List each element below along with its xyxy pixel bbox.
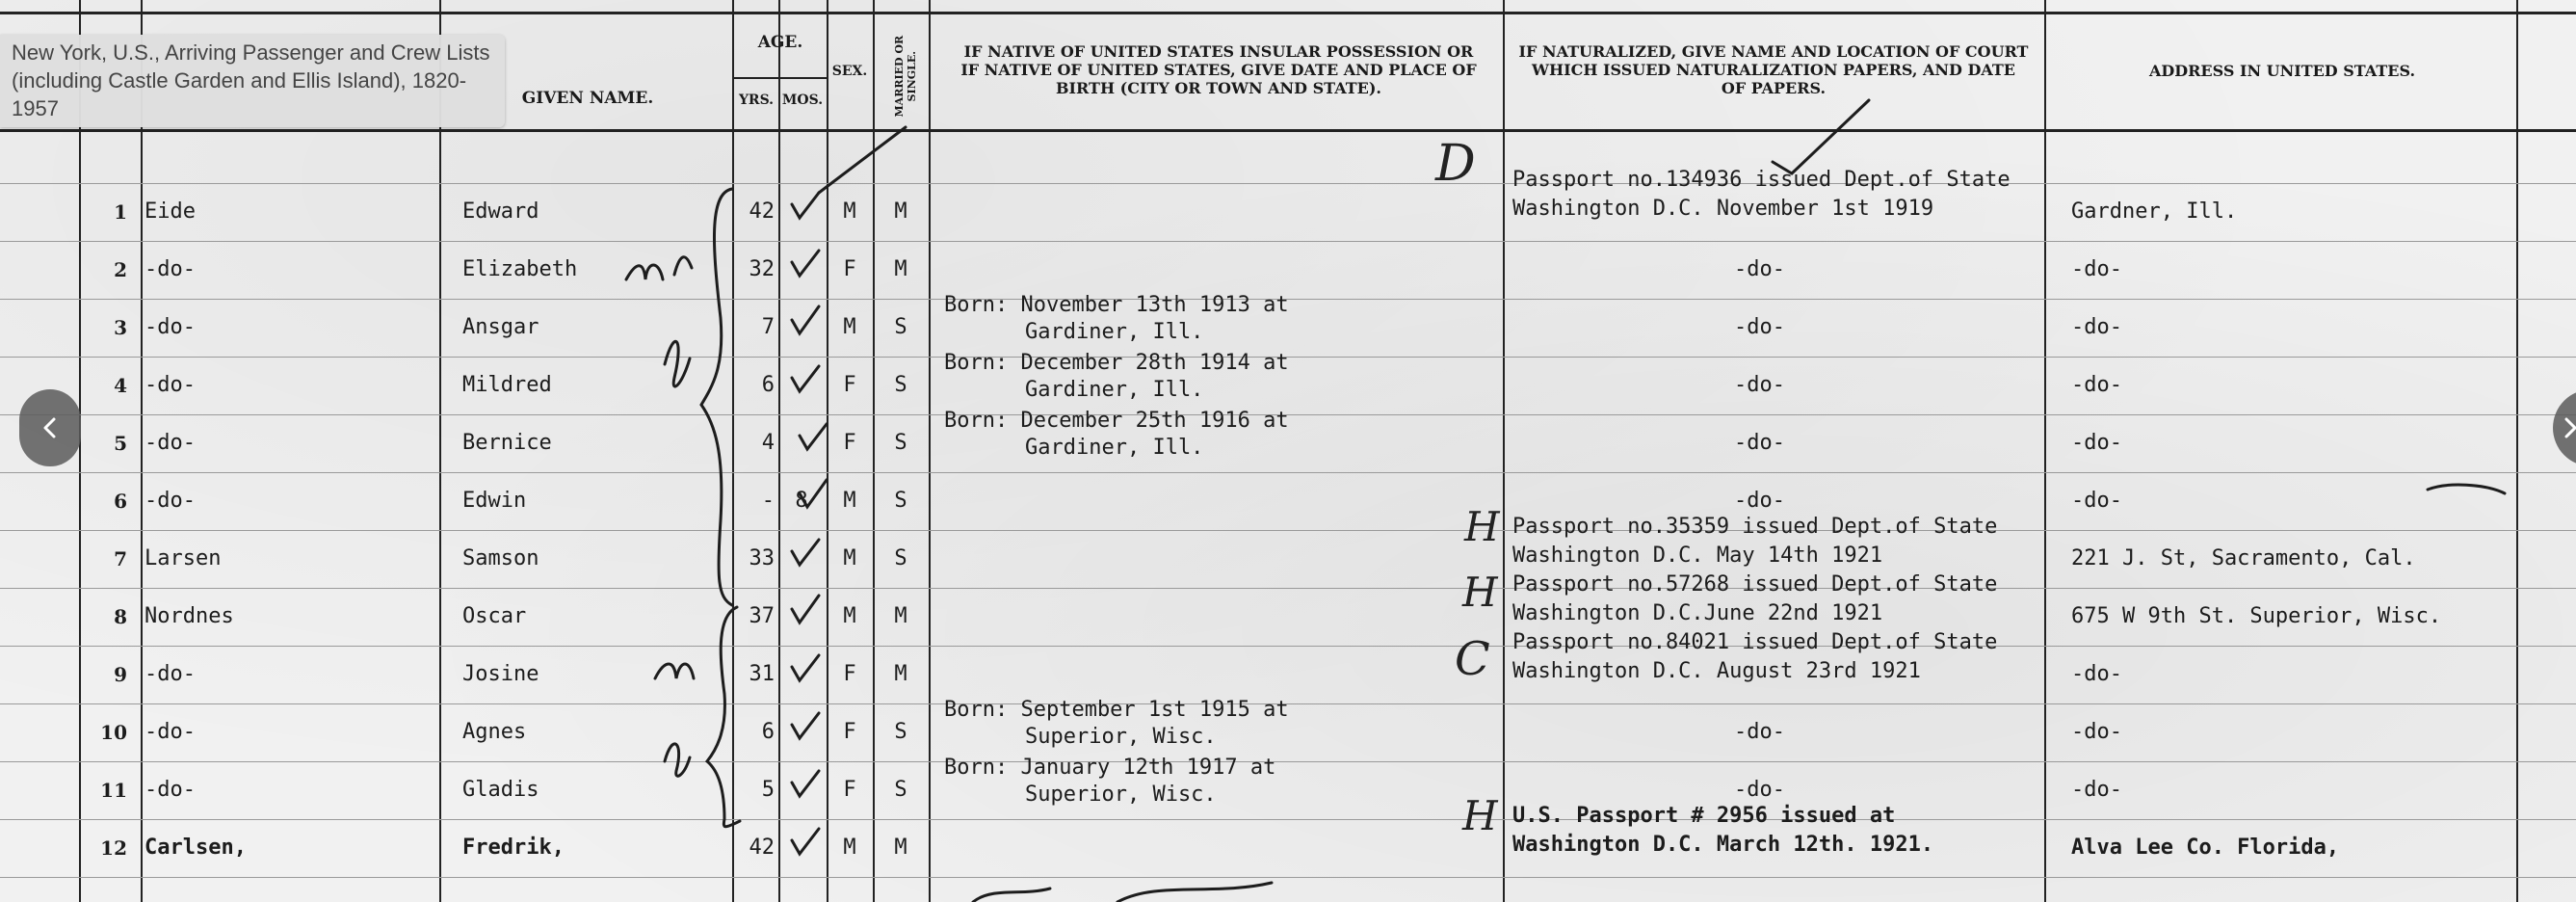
sex: M <box>843 836 856 860</box>
chevron-right-icon <box>2556 413 2576 442</box>
age-years: 31 <box>749 662 775 686</box>
age-years: 42 <box>749 199 775 224</box>
address: -do- <box>2071 431 2122 455</box>
header-given-name: GIVEN NAME. <box>521 89 654 108</box>
naturalization-line-2: Washington D.C. March 12th. 1921. <box>1512 833 1934 857</box>
birth-line-1: Born: December 28th 1914 at <box>944 351 1289 375</box>
address: -do- <box>2071 315 2122 339</box>
age-years: 33 <box>749 546 775 570</box>
header-months: MOS. <box>781 93 824 108</box>
row-number: 11 <box>100 779 127 802</box>
given-name: Josine <box>462 662 539 686</box>
row-number: 4 <box>114 374 127 397</box>
family-name: -do- <box>145 489 196 513</box>
sex: F <box>843 720 856 744</box>
given-name: Edward <box>462 199 539 224</box>
sex: F <box>843 373 856 397</box>
given-name: Oscar <box>462 604 527 628</box>
married-single: S <box>894 431 907 455</box>
row-number: 5 <box>114 432 127 455</box>
birth-line-2: Gardiner, Ill. <box>1025 436 1204 460</box>
chevron-left-icon <box>36 413 65 442</box>
family-name: -do- <box>145 720 196 744</box>
naturalization-line-2: -do- <box>1734 373 1785 397</box>
married-single: M <box>894 836 907 860</box>
family-name: Nordnes <box>145 604 234 628</box>
given-name: Mildred <box>462 373 552 397</box>
header-years: YRS. <box>738 93 775 108</box>
header-naturalized: IF NATURALIZED, GIVE NAME AND LOCATION OF COURT WHICH ISSUED NATURALIZATION PAPERS, AND DATE OF PAPERS. <box>1518 42 2029 98</box>
married-single: S <box>894 546 907 570</box>
naturalization-line-2: -do- <box>1734 720 1785 744</box>
row-number: 9 <box>114 663 127 686</box>
family-name: Larsen <box>145 546 222 570</box>
family-name: Eide <box>145 199 196 224</box>
header-married-single: MARRIED OR SINGLE. <box>892 35 918 118</box>
married-single: M <box>894 257 907 281</box>
naturalization-line-2: -do- <box>1734 489 1785 513</box>
given-name: Edwin <box>462 489 527 513</box>
age-years: 5 <box>761 778 775 802</box>
given-name: Elizabeth <box>462 257 578 281</box>
married-single: S <box>894 315 907 339</box>
handwritten-mark: H <box>1462 792 1498 839</box>
naturalization-line-1: Passport no.35359 issued Dept.of State <box>1512 515 1998 539</box>
family-name: -do- <box>145 662 196 686</box>
naturalization-line-2: Washington D.C. August 23rd 1921 <box>1512 659 1921 683</box>
address: -do- <box>2071 662 2122 686</box>
sex: F <box>843 257 856 281</box>
address: 221 J. St, Sacramento, Cal. <box>2071 546 2416 570</box>
age-months: 8 <box>795 489 808 513</box>
address: -do- <box>2071 373 2122 397</box>
header-address: ADDRESS IN UNITED STATES. <box>2148 62 2416 80</box>
sex: M <box>843 489 856 513</box>
age-years: 42 <box>749 836 775 860</box>
birth-line-1: Born: December 25th 1916 at <box>944 409 1289 433</box>
header-birth: IF NATIVE OF UNITED STATES INSULAR POSSESSION OR IF NATIVE OF UNITED STATES, GIVE DATE AND PLACE OF BIRTH (CITY OR TOWN AND STATE). <box>960 42 1477 98</box>
family-name: -do- <box>145 431 196 455</box>
given-name: Gladis <box>462 778 539 802</box>
birth-line-2: Gardiner, Ill. <box>1025 320 1204 344</box>
birth-line-1: Born: September 1st 1915 at <box>944 698 1289 722</box>
married-single: M <box>894 199 907 224</box>
address: -do- <box>2071 257 2122 281</box>
given-name: Agnes <box>462 720 527 744</box>
row-number: 3 <box>114 316 127 339</box>
sex: M <box>843 604 856 628</box>
family-name: -do- <box>145 315 196 339</box>
header-age: AGE. <box>757 33 803 52</box>
age-years: 6 <box>761 720 775 744</box>
age-years: 7 <box>761 315 775 339</box>
sex: F <box>843 778 856 802</box>
sex: M <box>843 315 856 339</box>
address: -do- <box>2071 720 2122 744</box>
naturalization-line-1: Passport no.84021 issued Dept.of State <box>1512 630 1998 654</box>
naturalization-line-2: Washington D.C. May 14th 1921 <box>1512 544 1883 568</box>
given-name: Fredrik, <box>462 836 565 860</box>
naturalization-line-2: -do- <box>1734 257 1785 281</box>
given-name: Ansgar <box>462 315 539 339</box>
given-name: Bernice <box>462 431 552 455</box>
naturalization-line-2: -do- <box>1734 431 1785 455</box>
family-name: -do- <box>145 778 196 802</box>
naturalization-line-2: Washington D.C.June 22nd 1921 <box>1512 601 1883 625</box>
address: -do- <box>2071 778 2122 802</box>
naturalization-line-1: Passport no.134936 issued Dept.of State <box>1512 168 2011 192</box>
birth-line-2: Superior, Wisc. <box>1025 783 1217 807</box>
sex: M <box>843 546 856 570</box>
age-years: 4 <box>761 431 775 455</box>
address: Alva Lee Co. Florida, <box>2071 836 2340 860</box>
married-single: S <box>894 720 907 744</box>
age-years: 32 <box>749 257 775 281</box>
handwritten-mark: D <box>1435 135 1476 193</box>
birth-line-1: Born: January 12th 1917 at <box>944 756 1276 780</box>
sex: M <box>843 199 856 224</box>
naturalization-line-2: -do- <box>1734 778 1785 802</box>
handwritten-mark: C <box>1455 632 1490 686</box>
married-single: S <box>894 489 907 513</box>
married-single: S <box>894 373 907 397</box>
address: -do- <box>2071 489 2122 513</box>
age-years: 6 <box>761 373 775 397</box>
address: 675 W 9th St. Superior, Wisc. <box>2071 604 2442 628</box>
address: Gardner, Ill. <box>2071 199 2238 224</box>
age-years: 37 <box>749 604 775 628</box>
naturalization-line-2: Washington D.C. November 1st 1919 <box>1512 197 1934 221</box>
naturalization-line-1: U.S. Passport # 2956 issued at <box>1512 804 1896 828</box>
collection-tooltip: New York, U.S., Arriving Passenger and Crew Lists (including Castle Garden and Ellis Island), 1820-1957 <box>0 35 505 127</box>
married-single: M <box>894 662 907 686</box>
naturalization-line-2: -do- <box>1734 315 1785 339</box>
married-single: M <box>894 604 907 628</box>
sex: F <box>843 662 856 686</box>
family-name: Carlsen, <box>145 836 247 860</box>
birth-line-2: Superior, Wisc. <box>1025 725 1217 749</box>
family-name: -do- <box>145 373 196 397</box>
row-number: 8 <box>114 605 127 628</box>
header-sex: SEX. <box>831 64 868 79</box>
row-number: 10 <box>100 721 127 744</box>
given-name: Samson <box>462 546 539 570</box>
row-number: 7 <box>114 547 127 570</box>
row-number: 2 <box>114 258 127 281</box>
married-single: S <box>894 778 907 802</box>
row-number: 6 <box>114 490 127 513</box>
handwritten-mark: H <box>1464 503 1500 550</box>
birth-line-1: Born: November 13th 1913 at <box>944 293 1289 317</box>
row-number: 12 <box>100 836 127 860</box>
family-name: -do- <box>145 257 196 281</box>
handwritten-mark: H <box>1462 569 1498 616</box>
age-years: - <box>761 489 775 513</box>
birth-line-2: Gardiner, Ill. <box>1025 378 1204 402</box>
naturalization-line-1: Passport no.57268 issued Dept.of State <box>1512 572 1998 597</box>
sex: F <box>843 431 856 455</box>
row-number: 1 <box>114 200 127 224</box>
previous-image-button[interactable] <box>19 389 81 466</box>
